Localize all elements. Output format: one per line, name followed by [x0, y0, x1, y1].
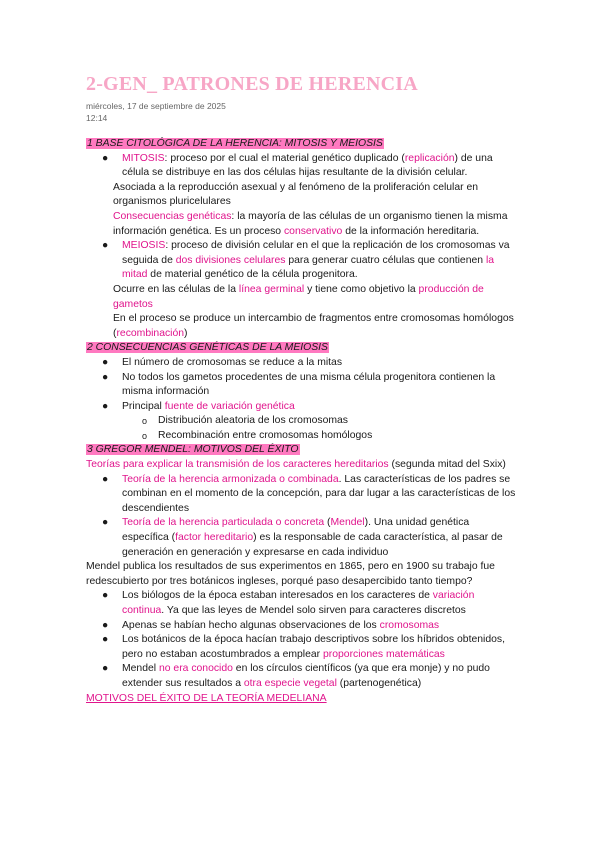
list-item: ● El número de cromosomas se reduce a la mitas [86, 356, 516, 371]
bullet-icon: ● [102, 517, 109, 529]
list-item: ● Los botánicos de la época hacían trabajo descriptivos sobre los híbridos obtenidos, pero no estaban acostumbrados a emplear proporciones matemáticas [102, 634, 505, 660]
list-item: ● Teoría de la herencia particulada o concreta (Mendel). Una unidad genética específica (factor hereditario) es la responsable de cada característica, al pasar de generación en generación y expresarse en cada individuo [102, 517, 503, 558]
theories-intro: Teorías para explicar la transmisión de los caracteres hereditarios (segunda mitad del Sxix) [86, 459, 506, 471]
page-title: 2-GEN_ PATRONES DE HERENCIA [86, 73, 418, 95]
bullet-icon: ● [102, 634, 109, 646]
bullet-icon: ● [102, 663, 109, 675]
bullet-icon: ● [102, 152, 109, 164]
list-item: ● Mendel no era conocido en los círculos científicos (ya que era monje) y no pudo extender sus resultados a otra especie vegetal (partenogenética) [102, 663, 490, 689]
sub-list-item: o Distribución aleatoria de los cromosomas [86, 414, 516, 429]
meiosis-note-2: En el proceso se produce un intercambio de fragmentos entre cromosomas homólogos (recombinación) [113, 313, 514, 339]
sub-bullet-icon: o [142, 430, 148, 441]
bullet-icon: ● [102, 400, 109, 412]
list-item-meiosis: ● MEIOSIS: proceso de división celular en el que la replicación de los cromosomas va seguida de dos divisiones celulares para generar cuatro células que contienen la mitad de material genético de la célula progenitora. [102, 240, 510, 281]
meiosis-note-1: Ocurre en las células de la línea germinal y tiene como objetivo la producción de gametos [113, 283, 484, 310]
time-stamp: 12:14 [86, 113, 108, 123]
bullet-icon: ● [102, 473, 109, 485]
bullet-icon: ● [102, 619, 109, 631]
subsection-heading: MOTIVOS DEL ÉXITO DE LA TEORÍA MEDELIANA [86, 692, 327, 704]
sub-bullet-icon: o [142, 416, 148, 427]
note-body [86, 137, 516, 706]
list-item: ● Apenas se habían hecho algunas observaciones de los cromosomas [86, 619, 516, 634]
bullet-icon: ● [102, 590, 109, 602]
bullet-icon: ● [102, 371, 109, 383]
mitosis-consequences: Consecuencias genéticas: la mayoría de las células de un organismo tienen la misma información genética. Es un proceso conservativo de la información hereditaria. [113, 210, 508, 237]
bullet-icon: ● [102, 356, 109, 368]
list-item-mitosis: ● MITOSIS: proceso por el cual el material genético duplicado (replicación) de una célula se distribuye en las dos células hijas resultante de la división celular. [102, 152, 493, 179]
list-item: ● Los biólogos de la época estaban interesados en los caracteres de variación continua. Ya que las leyes de Mendel solo sirven para caracteres discretos [102, 590, 475, 616]
sub-list-item: o Recombinación entre cromosomas homólogos [86, 429, 516, 444]
list-item: ● Principal fuente de variación genética [86, 400, 516, 415]
bullet-icon: ● [102, 240, 109, 252]
mitosis-note: Asociada a la reproducción asexual y al fenómeno de la proliferación celular en organismos pluricelulares [113, 181, 479, 208]
section-heading-2: 2 CONSECUENCIAS GENÉTICAS DE LA MEIOSIS [87, 342, 328, 354]
section-heading-3: 3 GREGOR MENDEL: MOTIVOS DEL ÉXITO [87, 444, 299, 456]
mendel-paragraph: Mendel publica los resultados de sus experimentos en 1865, pero en 1900 su trabajo fue redescubierto por tres botánicos ingleses, porqué paso desapercibido tanto tiempo? [86, 561, 495, 587]
section-heading-1: 1 BASE CITOLÓGICA DE LA HERENCIA: MITOSIS Y MEIOSIS [87, 138, 383, 149]
list-item: ● Teoría de la herencia armonizada o combinada. Las características de los padres se combinan en el momento de la concepción, para dar lugar a las características de los descendientes [102, 473, 516, 514]
list-item: ● No todos los gametos procedentes de una misma célula progenitora contienen la misma información [102, 371, 496, 398]
date-stamp: miércoles, 17 de septiembre de 2025 [86, 101, 226, 111]
